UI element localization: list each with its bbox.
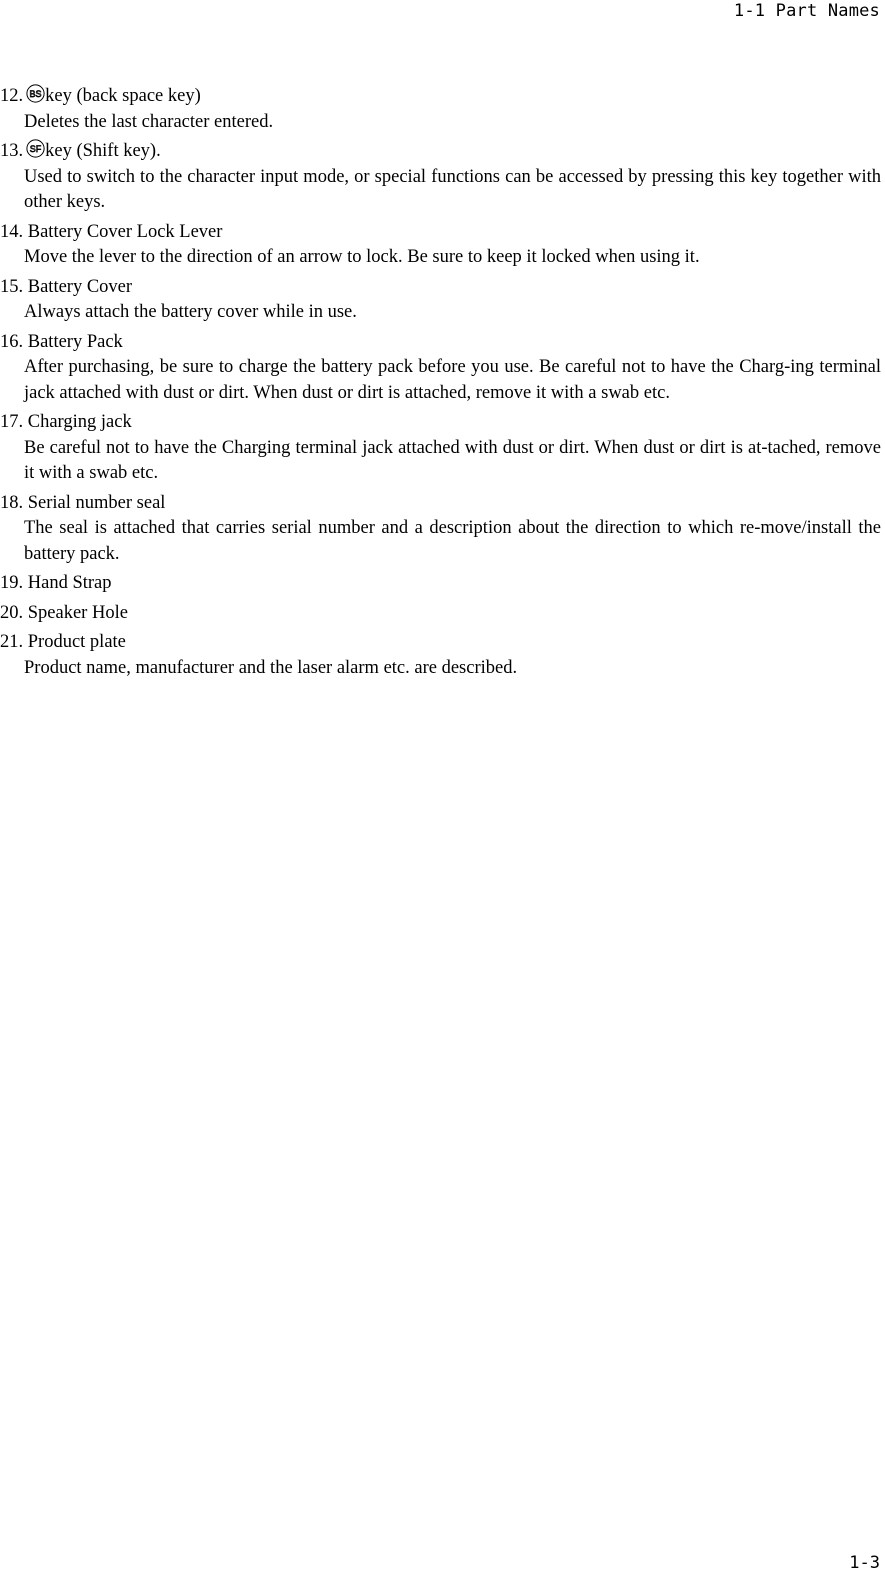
item-description: The seal is attached that carries serial number and a description about the direction to which re-move/install the battery pack. [24,518,881,564]
item-label: Serial number seal [27,492,166,513]
svg-text:SF: SF [29,144,42,154]
item-title [0,84,881,110]
item-description: Always attach the battery cover while in use. [24,302,357,322]
item-number: 20. [0,602,24,623]
item-label: key (Shift key). [45,141,161,161]
item-number: 12. [0,86,24,106]
item-number: 15. [0,276,24,297]
item-number: 18. [0,492,24,513]
list-item-17 [0,410,881,487]
item-title [0,139,881,165]
part-names-list [0,84,881,685]
item-number: 16. [0,331,24,352]
list-item-18 [0,491,881,568]
item-title [0,630,881,656]
item-title [0,410,881,436]
list-item-16 [0,330,881,407]
list-item-21 [0,630,881,681]
item-description: Product name, manufacturer and the laser alarm etc. are described. [24,657,518,678]
item-description: Be careful not to have the Charging terminal jack attached with dust or dirt. When dust or dirt is at-tached, remove it with a swab etc. [24,437,881,483]
list-item-15 [0,275,881,326]
item-description: Used to switch to the character input mode, or special functions can be accessed by pressing this key together with other keys. [24,166,881,212]
item-title [0,275,881,301]
item-label: Product plate [27,632,126,652]
item-label: key (back space key) [45,86,201,106]
page-number: 1-3 [849,1553,880,1573]
svg-text:BS: BS [29,89,42,99]
item-number: 21. [0,632,24,652]
item-number: 13. [0,141,24,161]
page-header: 1-1 Part Names [733,1,880,21]
list-item-20 [0,601,881,627]
item-title [0,330,881,356]
item-label: Charging jack [27,412,132,432]
item-number: 14. [0,221,24,242]
item-description: Move the lever to the direction of an arrow to lock. Be sure to keep it locked when using it. [24,247,700,267]
item-title [0,571,881,597]
sf-key-icon [26,139,45,158]
item-title [0,491,881,517]
list-item-14 [0,220,881,271]
item-number: 19. [0,573,24,593]
list-item-12 [0,84,881,135]
item-title [0,220,881,246]
item-number: 17. [0,412,24,432]
item-description: After purchasing, be sure to charge the battery pack before you use. Be careful not to have the Charg-ing terminal jack attached with dust or dirt. When dust or dirt is attached, remove it with a swab etc. [24,357,881,403]
item-label: Battery Cover Lock Lever [27,221,223,242]
list-item-19 [0,571,881,597]
item-title [0,601,881,627]
item-description: Deletes the last character entered. [24,111,274,132]
item-label: Battery Pack [27,331,123,352]
item-label: Hand Strap [27,573,112,593]
item-label: Speaker Hole [27,602,128,623]
item-label: Battery Cover [27,276,133,297]
list-item-13 [0,139,881,216]
bs-key-icon [26,84,45,103]
